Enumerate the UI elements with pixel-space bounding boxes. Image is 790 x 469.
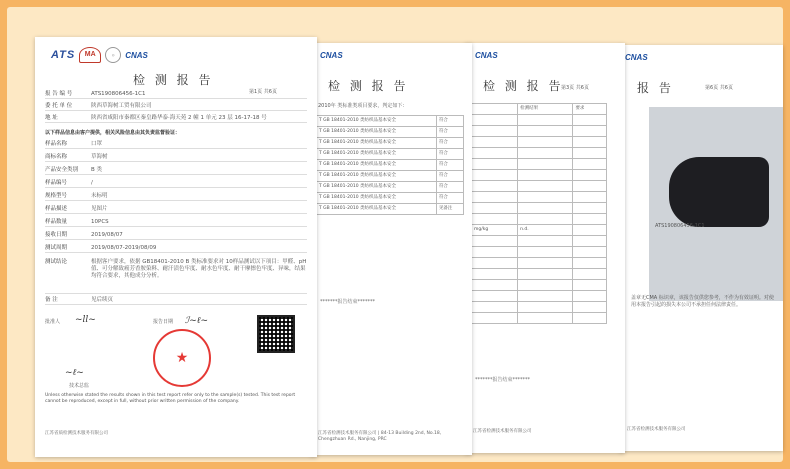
official-seal xyxy=(153,329,211,387)
note-text: 盖章无CMA 标识章，该报告仅供您参考，不作为有效证明。对使用本报告引起的损失本公司不承担任何法律责任。 xyxy=(631,295,774,308)
unit-cell: mg/kg xyxy=(472,225,518,236)
qr-code xyxy=(257,315,295,353)
cnas-logo: CNAS xyxy=(125,50,148,60)
col-req: 要求 xyxy=(573,104,607,115)
report-number: ATS190806456-1C1 xyxy=(91,91,146,97)
result-cell: 符合 xyxy=(436,160,463,171)
results-table xyxy=(471,103,607,324)
report-title: 报 告 xyxy=(637,81,674,95)
item-cell: T GB 18401-2010 类纺织品基本安全 xyxy=(317,127,437,138)
end-note: *******报告结束******* xyxy=(475,377,531,383)
field-row: 测试周期 2019/08/07-2019/08/09 xyxy=(45,245,307,253)
remark-row: 备 注 见后续页 xyxy=(45,297,307,305)
conclusion-row: 测试结论 根据客户要求，依据 GB18401-2010 B 类标准要求对 10样品测试以下项目：甲醛、pH值、可分解致癌芳香胺染料、耐汗渍色牢度、耐水色牢度、耐干摩擦色牢度、异味，结果均符合要求，其他成分分析。 xyxy=(45,259,307,294)
issue-date-label: 报告日期 xyxy=(153,319,174,325)
item-cell: T GB 18401-2010 类纺织品基本安全 xyxy=(317,160,437,171)
tech-label: 技术总监 xyxy=(69,383,90,389)
approver-label: 批准人 xyxy=(45,319,61,325)
result-cell: 符合 xyxy=(436,171,463,182)
col-head: 检测结果 xyxy=(518,104,573,115)
approver-signature: ~ll~ xyxy=(75,315,96,325)
address-row: 地 址 陕西省咸阳市秦都区秦皇路华泰·海天苑 2 幢 1 单元 23 层 16-17-18 号 xyxy=(45,115,307,123)
item-cell: T GB 18401-2010 类纺织品基本安全 xyxy=(317,138,437,149)
field-row: 样品编号 / xyxy=(45,180,307,188)
background-panel xyxy=(7,7,783,462)
item-cell: T GB 18401-2010 类纺织品基本安全 xyxy=(317,182,437,193)
report-page-2 xyxy=(310,43,472,455)
page-number: 第6页 共6页 xyxy=(705,85,733,91)
result-cell: 见备注 xyxy=(436,204,463,215)
footer-text: 江苏省检测技术服务有限公司 | 84-13 Building 2nd, No.18, Chengzhuan Rd., Nanjing, PRC xyxy=(318,431,442,442)
tech-signature: ~ℓ~ xyxy=(65,368,84,378)
item-cell: T GB 18401-2010 类纺织品基本安全 xyxy=(317,171,437,182)
field-row: 产品安全类别 B 类 xyxy=(45,167,307,175)
report-page-3 xyxy=(465,43,625,453)
seal-star-icon: ★ xyxy=(175,349,189,366)
item-cell: T GB 18401-2010 类纺织品基本安全 xyxy=(317,204,437,215)
ilac-logo-icon: ◎ xyxy=(105,47,121,63)
item-cell: T GB 18401-2010 类纺织品基本安全 xyxy=(317,116,437,127)
field-row: 接收日期 2019/08/07 xyxy=(45,232,307,240)
header-note: 2010年 类标准类项目要求，判定如下： xyxy=(318,103,408,109)
field-row: 样品描述 见图片 xyxy=(45,206,307,214)
cnas-logo: CNAS xyxy=(625,53,648,62)
header-logos xyxy=(625,53,648,62)
client-name: 陕西草海树工贸有限公司 xyxy=(91,103,152,109)
cnas-logo: CNAS xyxy=(320,51,343,60)
nd-cell: n.d. xyxy=(518,225,573,236)
disclaimer: Unless otherwise stated the results shown in this test report refer only to the sample(s) tested. This test report cannot be reproduced, except in full, without prior written permission of the company. xyxy=(45,393,296,404)
result-cell: 符合 xyxy=(436,193,463,204)
field-row: 商标名称 草海树 xyxy=(45,154,307,162)
end-note: *******报告结束******* xyxy=(320,299,376,305)
footer-text: 江苏省检测技术服务有限公司 xyxy=(473,429,532,434)
conclusion-text: 根据客户要求，依据 GB18401-2010 B 类标准要求对 10样品测试以下项目：甲醛、pH值、可分解致癌芳香胺染料、耐汗渍色牢度、耐水色牢度、耐干摩擦色牢度、异味，结果均符合要求，其他成分分析。 xyxy=(91,259,307,280)
report-title: 检 测 报 告 xyxy=(133,73,214,87)
report-title: 检 测 报 告 xyxy=(328,79,409,93)
client-row: 委 托 单 位 陕西草海树工贸有限公司 xyxy=(45,103,307,111)
header-logos xyxy=(475,51,498,60)
report-page-1 xyxy=(35,37,317,457)
header-logos xyxy=(320,51,343,60)
report-no-row: 报 告 编 号 ATS190806456-1C1 xyxy=(45,91,307,99)
page-number: 第1页 共6页 xyxy=(249,89,277,95)
field-row: 样品数量 10PCS xyxy=(45,219,307,227)
issuer-signature: ℐ~ℓ~ xyxy=(185,316,209,326)
item-cell: T GB 18401-2010 类纺织品基本安全 xyxy=(317,149,437,160)
footer-text: 江苏省检测技术服务有限公司 xyxy=(627,427,686,432)
ma-logo: MA xyxy=(79,47,101,63)
sample-caption: ATS190806456-1C1 xyxy=(655,223,705,229)
cnas-logo: CNAS xyxy=(475,51,498,60)
result-cell: 符合 xyxy=(436,138,463,149)
result-cell: 符合 xyxy=(436,149,463,160)
result-cell: 符合 xyxy=(436,127,463,138)
sample-photo xyxy=(649,107,783,301)
page-number: 第3页 共6页 xyxy=(561,85,589,91)
result-cell: 符合 xyxy=(436,116,463,127)
client-address: 陕西省咸阳市秦都区秦皇路华泰·海天苑 2 幢 1 单元 23 层 16-17-18 号 xyxy=(91,115,267,121)
ats-logo: ATS xyxy=(51,49,76,61)
mask-image xyxy=(669,157,769,227)
section-note: 以下样品信息由客户提供，相关风险信息由其负责监督验证： xyxy=(45,130,181,136)
field-row: 规格型号 未标明 xyxy=(45,193,307,201)
result-cell: 符合 xyxy=(436,182,463,193)
field-row: 样品名称 口罩 xyxy=(45,141,307,149)
report-title: 检 测 报 告 xyxy=(483,79,564,93)
header-logos xyxy=(51,47,148,63)
requirements-table xyxy=(316,115,464,215)
item-cell: T GB 18401-2010 类纺织品基本安全 xyxy=(317,193,437,204)
footer-text: 江苏省质检测技术服务有限公司 xyxy=(45,431,108,436)
report-page-4 xyxy=(619,45,783,451)
